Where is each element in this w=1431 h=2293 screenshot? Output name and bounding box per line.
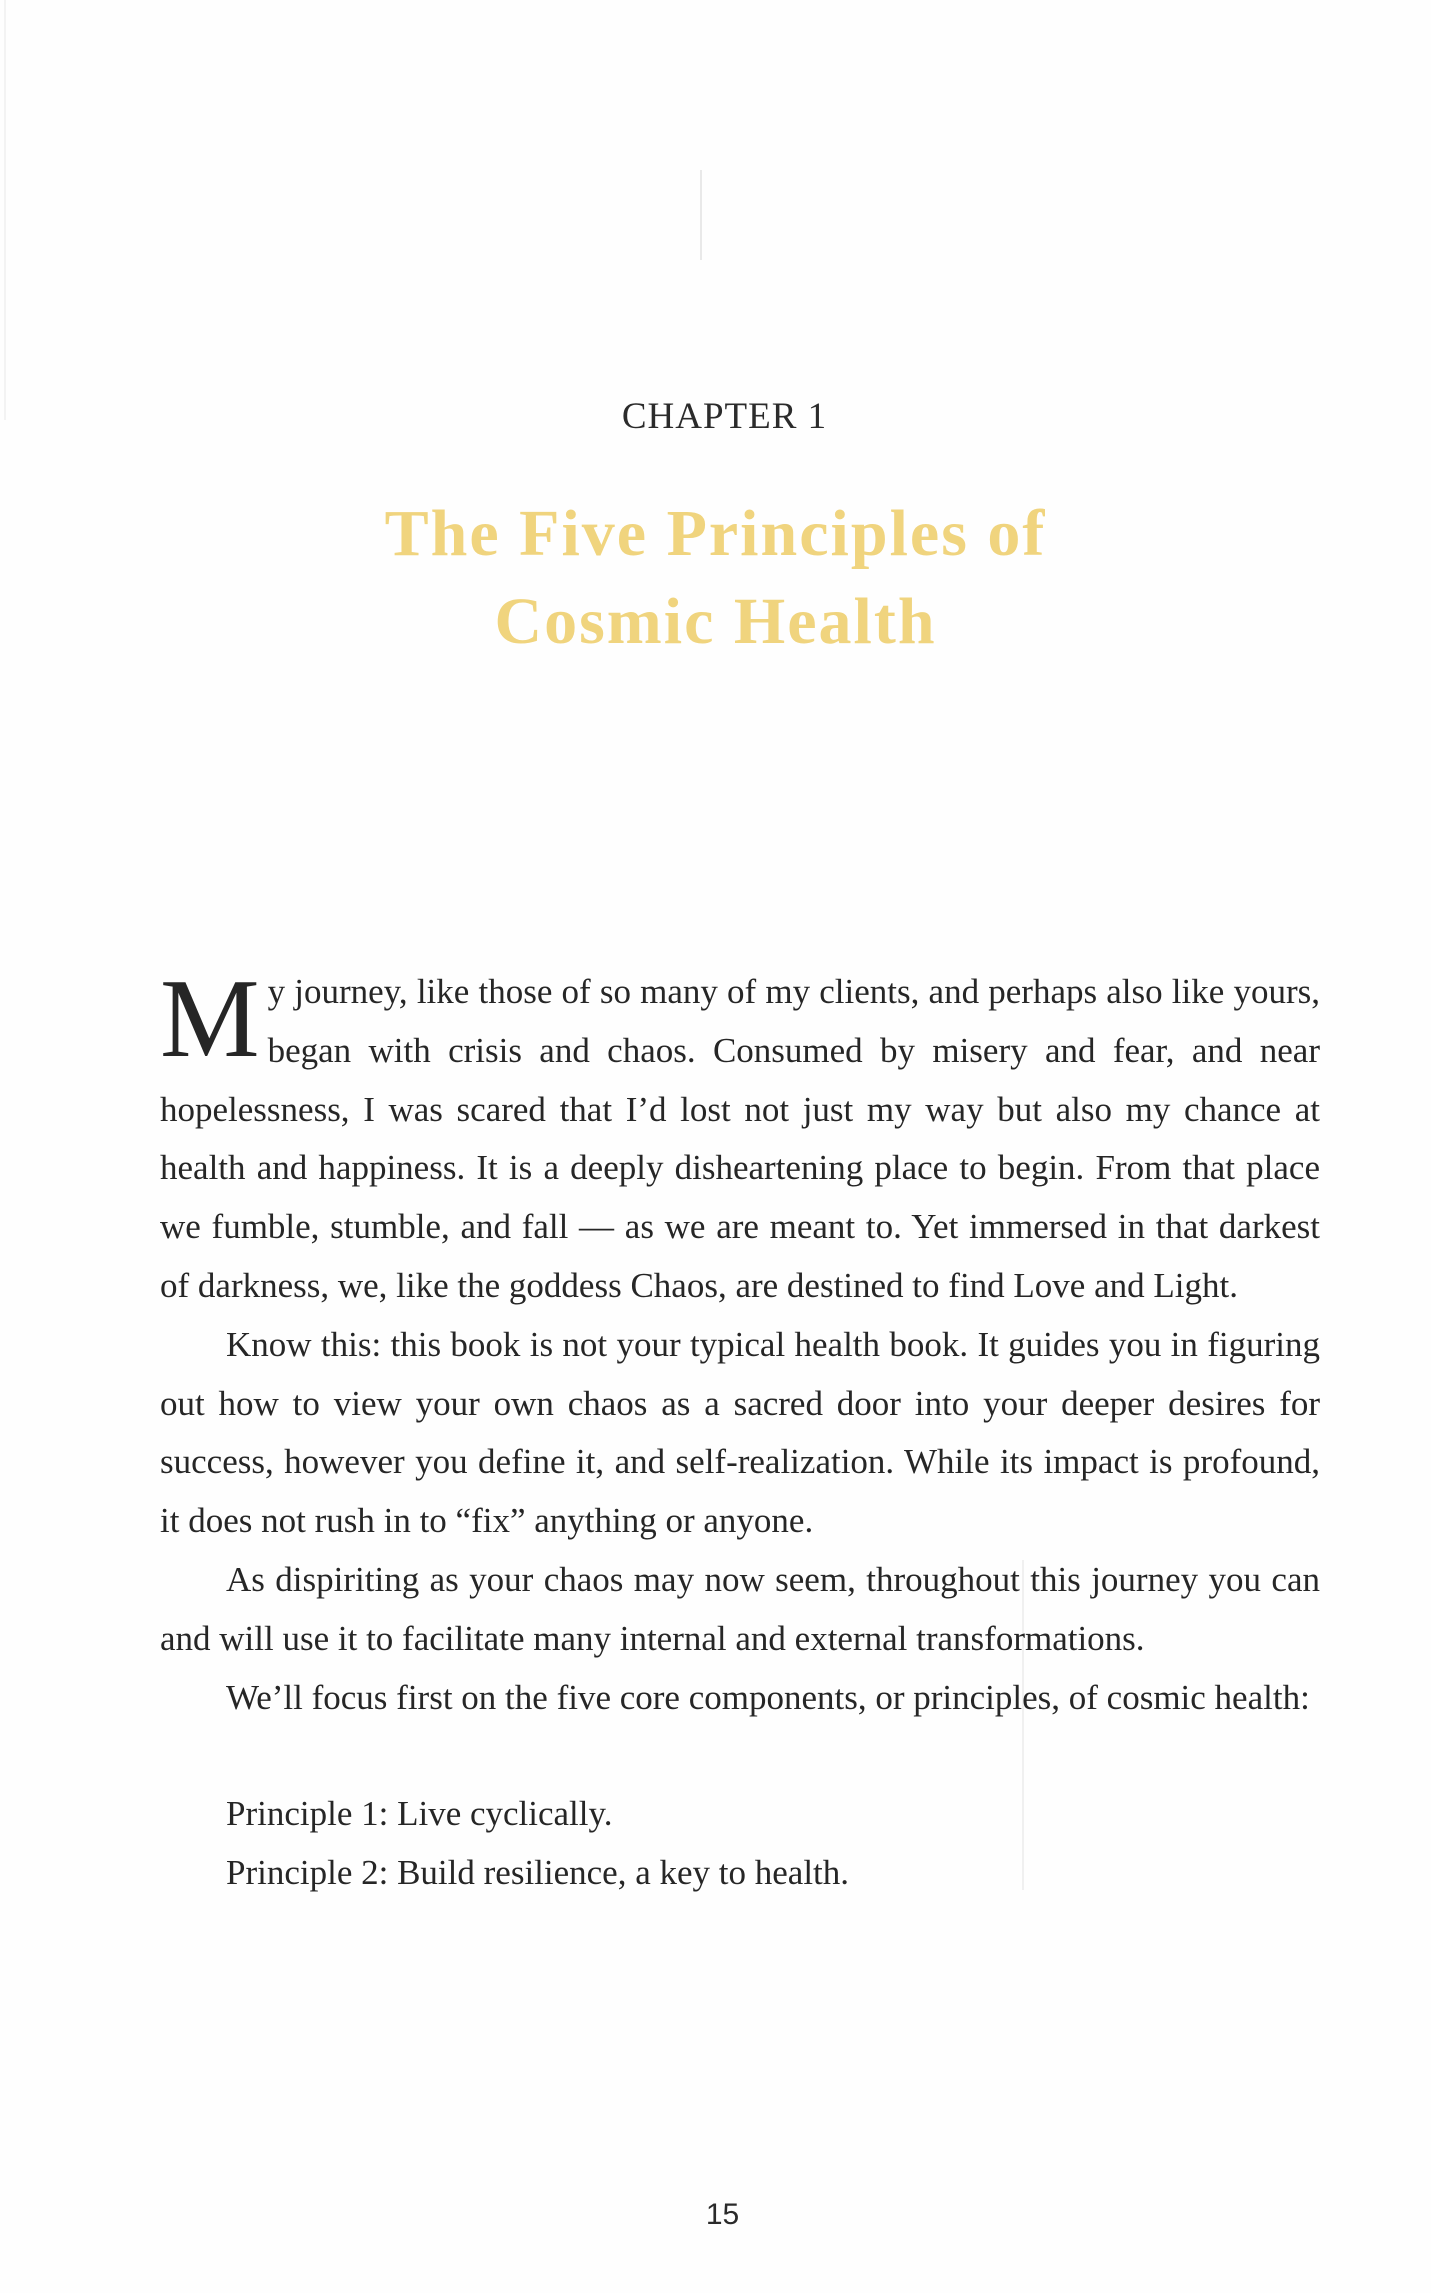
page-number: 15 <box>705 2198 740 2231</box>
chapter-title-line-2: Cosmic Health <box>494 585 937 658</box>
scan-artifact <box>4 0 6 420</box>
chapter-label: CHAPTER 1 <box>621 396 828 437</box>
principles-list <box>160 1785 1320 1903</box>
paragraph-4: We’ll focus first on the five core components, or principles, of cosmic health: <box>226 1677 1310 1717</box>
chapter-title-line-1: The Five Principles of <box>384 497 1047 570</box>
chapter-title <box>0 490 1431 666</box>
paragraph-1-text: y journey, like those of so many of my clients, and perhaps also like yours, began with crisis and chaos. Consumed by misery and fear, and near hopelessness, I was scared that I’d lost not just my way but also my chance at health and happiness. It is a deeply disheartening place to begin. From that place we fumble, stumble, and fall — as we are meant to. Yet immersed in that darkest of darkness, we, like the goddess Chaos, are destined to find Love and Light. <box>160 972 1320 1305</box>
scan-artifact <box>700 170 702 260</box>
paragraph-3: As dispiriting as your chaos may now seem, throughout this journey you can and will use it to facilitate many internal and external transformations. <box>160 1559 1320 1658</box>
drop-cap: M <box>160 957 260 1081</box>
principle-item-1: Principle 1: Live cyclically. <box>226 1794 613 1834</box>
paragraph-1 <box>160 957 1320 1316</box>
paragraph-2: Know this: this book is not your typical health book. It guides you in figuring out how to view your own chaos as a sacred door into your deeper desires for success, however you define it, and self-realization. While its impact is profound, it does not rush in to “fix” anything or anyone. <box>160 1324 1320 1541</box>
principle-item-2: Principle 2: Build resilience, a key to health. <box>226 1853 850 1893</box>
body-text <box>160 957 1320 1903</box>
